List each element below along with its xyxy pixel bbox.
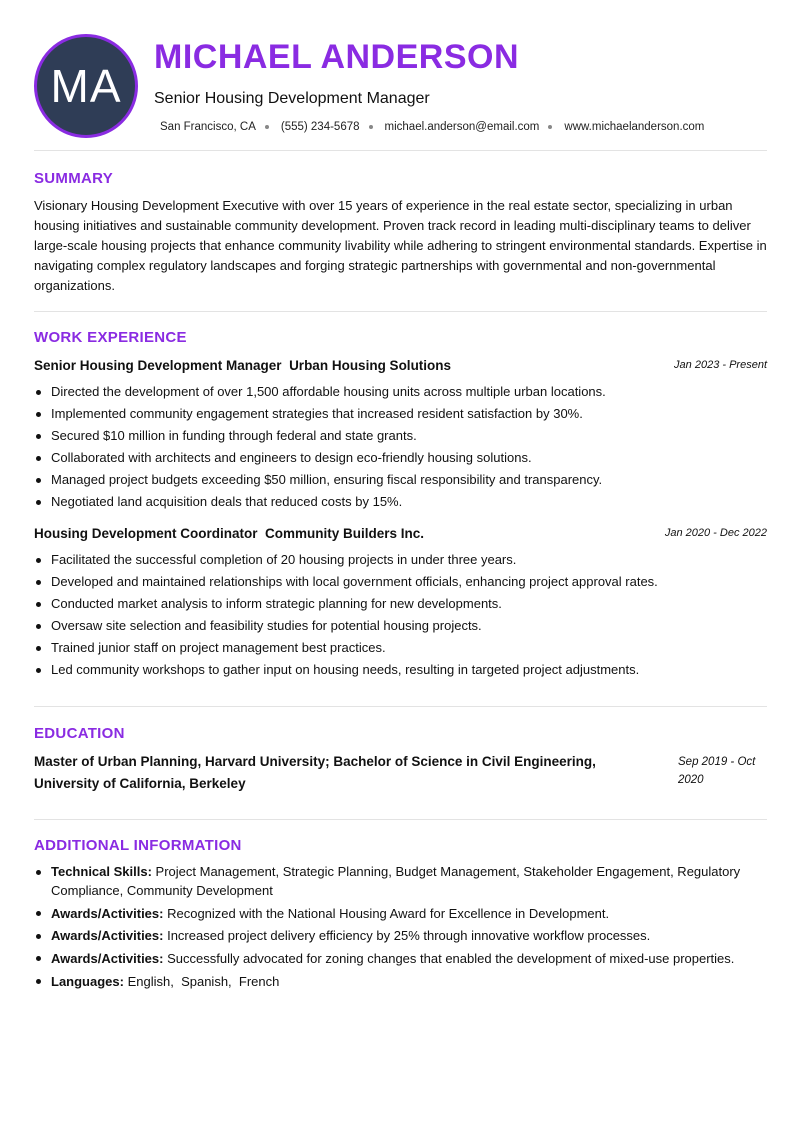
list-item: Trained junior staff on project management best practices. [34, 637, 767, 659]
job-dates: Jan 2023 - Present [674, 359, 767, 371]
job-title-line [34, 526, 424, 541]
list-item: Led community workshops to gather input on housing needs, resulting in targeted project adjustments. [34, 659, 767, 681]
job-title: Housing Development Coordinator [34, 526, 258, 541]
work-experience-heading: WORK EXPERIENCE [34, 329, 187, 346]
item-text: Recognized with the National Housing Award for Excellence in Development. [167, 905, 610, 921]
list-item [34, 904, 767, 923]
item-label: Languages: [51, 973, 124, 989]
list-item: Implemented community engagement strategies that increased resident satisfaction by 30%. [34, 403, 767, 425]
list-item: Facilitated the successful completion of 20 housing projects in under three years. [34, 549, 767, 571]
item-label: Technical Skills: [51, 864, 152, 879]
job-header [34, 358, 767, 378]
job-title-line [34, 358, 451, 373]
job-bullets [34, 549, 767, 681]
item-text: Successfully advocated for zoning changes that enabled the development of mixed-use properties. [167, 950, 735, 966]
item-text: Project Management, Strategic Planning, Budget Management, Stakeholder Engagement, Regulatory Compliance, Community Development [51, 864, 741, 898]
additional-info-list [34, 862, 767, 994]
list-item: Conducted market analysis to inform strategic planning for new developments. [34, 593, 767, 615]
candidate-name: MICHAEL ANDERSON [154, 38, 520, 76]
list-item: Developed and maintained relationships with local government officials, enhancing project approval rates. [34, 571, 767, 593]
separator-dot [548, 125, 552, 129]
languages-text: English, Spanish, French [127, 973, 280, 989]
divider [34, 706, 767, 707]
list-item: Oversaw site selection and feasibility studies for potential housing projects. [34, 615, 767, 637]
divider [34, 311, 767, 312]
job-bullets [34, 381, 767, 513]
education-degree: Master of Urban Planning, Harvard University; Bachelor of Science in Civil Engineering, University of California, Berkeley [34, 754, 596, 791]
contact-location: San Francisco, CA [160, 121, 256, 133]
job-header [34, 526, 767, 546]
job-company: Community Builders Inc. [265, 526, 425, 541]
list-item: Secured $10 million in funding through federal and state grants. [34, 425, 767, 447]
resume-header [34, 34, 767, 138]
divider [34, 819, 767, 820]
list-item [34, 926, 767, 945]
item-label: Awards/Activities: [51, 928, 164, 943]
divider [34, 150, 767, 151]
item-label: Awards/Activities: [51, 950, 164, 966]
list-item: Collaborated with architects and engineers to design eco-friendly housing solutions. [34, 447, 767, 469]
job-company: Urban Housing Solutions [289, 358, 452, 373]
list-item: Managed project budgets exceeding $50 million, ensuring fiscal responsibility and transparency. [34, 469, 767, 491]
list-item [34, 862, 767, 900]
contact-email[interactable]: michael.anderson@email.com [384, 121, 540, 133]
contact-bar [160, 121, 704, 133]
contact-phone[interactable]: (555) 234-5678 [280, 121, 360, 133]
separator-dot [369, 125, 373, 129]
education-heading: EDUCATION [34, 725, 125, 742]
education-dates: Sep 2019 - Oct 2020 [678, 756, 756, 786]
item-text: Increased project delivery efficiency by 25% through innovative workflow processes. [167, 928, 651, 943]
avatar: MA [34, 34, 138, 138]
item-label: Awards/Activities: [51, 905, 164, 921]
summary-heading: SUMMARY [34, 170, 114, 187]
list-item: Negotiated land acquisition deals that reduced costs by 15%. [34, 491, 767, 513]
job-dates: Jan 2020 - Dec 2022 [664, 527, 767, 539]
list-item: Directed the development of over 1,500 affordable housing units across multiple urban locations. [34, 381, 767, 403]
job-title: Senior Housing Development Manager [34, 358, 282, 373]
additional-info-heading: ADDITIONAL INFORMATION [34, 837, 242, 854]
candidate-title: Senior Housing Development Manager [154, 90, 430, 107]
contact-website[interactable]: www.michaelanderson.com [564, 121, 705, 133]
list-item [34, 949, 767, 968]
summary-text: Visionary Housing Development Executive with over 15 years of experience in the real estate sector, specializing in urban housing initiatives and sustainable community development. Proven track record in leading multi-disciplinary teams to deliver large-scale housing projects that enhance community livability while adhering to stringent environmental standards. Expertise in navigating complex regulatory landscapes and forging strategic partnerships with governmental and non-governmental organizations. [34, 198, 767, 293]
separator-dot [265, 125, 269, 129]
list-item [34, 972, 767, 991]
